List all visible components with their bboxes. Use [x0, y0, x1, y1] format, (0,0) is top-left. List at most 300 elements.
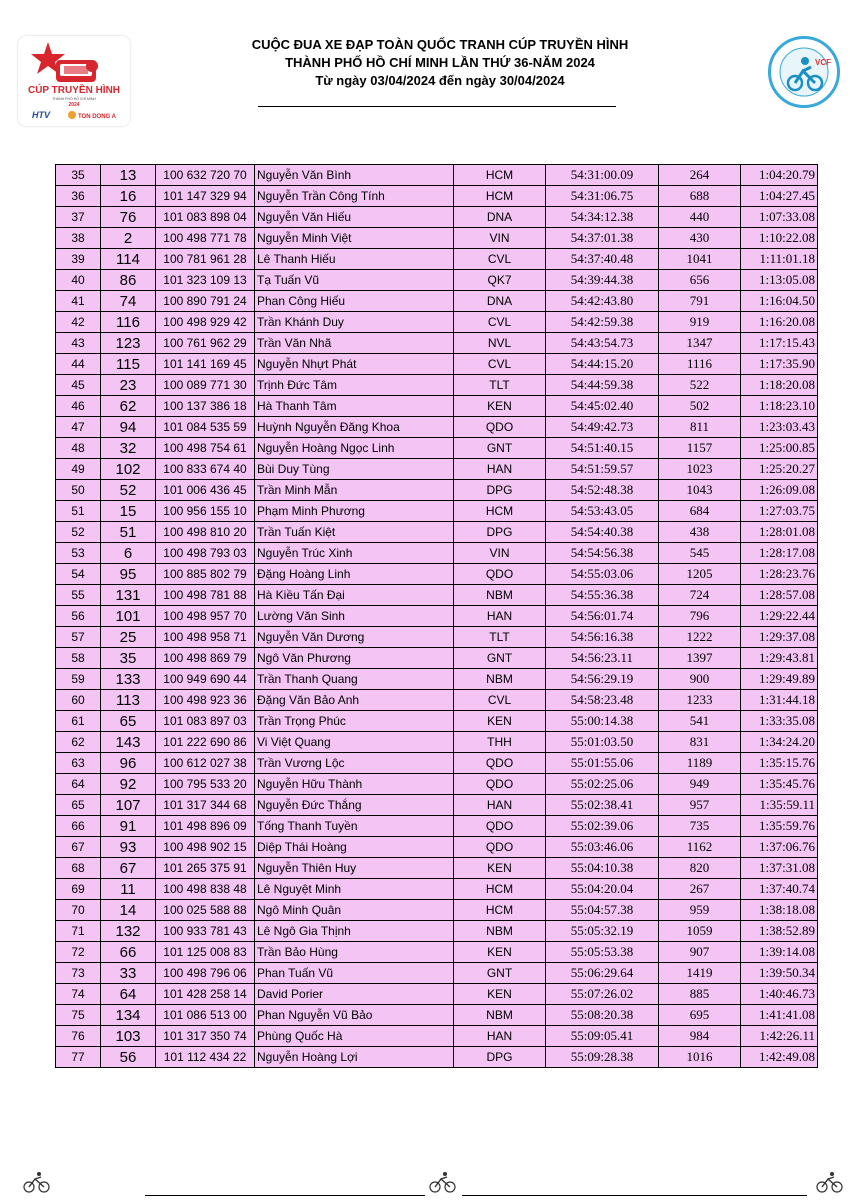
table-row [56, 291, 818, 312]
team-code-cell: GNT [454, 438, 546, 459]
total-time-cell: 54:58:23.48 [546, 690, 659, 711]
table-row [56, 606, 818, 627]
time-gap-cell: 1:07:33.08 [741, 207, 818, 228]
table-row [56, 774, 818, 795]
total-time-cell: 54:52:48.38 [546, 480, 659, 501]
vcf-logo [768, 36, 840, 108]
time-gap-cell: 1:28:01.08 [741, 522, 818, 543]
points-cell: 695 [659, 1005, 741, 1026]
vcf-emblem [771, 39, 837, 105]
points-cell: 267 [659, 879, 741, 900]
team-code-cell: KEN [454, 984, 546, 1005]
total-time-cell: 54:37:01.38 [546, 228, 659, 249]
points-cell: 735 [659, 816, 741, 837]
rank-cell: 60 [56, 690, 101, 711]
rank-cell: 41 [56, 291, 101, 312]
total-time-cell: 55:02:39.06 [546, 816, 659, 837]
team-code-cell: QK7 [454, 270, 546, 291]
rider-name-cell: Nguyễn Văn Dương [255, 627, 454, 648]
time-gap-cell: 1:37:40.74 [741, 879, 818, 900]
title-line-1: CUỘC ĐUA XE ĐẠP TOÀN QUỐC TRANH CÚP TRUYỀN HÌNH [251, 37, 629, 52]
rank-cell: 74 [56, 984, 101, 1005]
uci-id-cell: 101 317 344 68 [156, 795, 255, 816]
cup-truyen-hinh-logo [18, 36, 130, 126]
bib-cell: 32 [101, 438, 156, 459]
total-time-cell: 54:56:23.11 [546, 648, 659, 669]
rider-name-cell: Phan Nguyễn Vũ Bảo [255, 1005, 454, 1026]
uci-id-cell: 101 265 375 91 [156, 858, 255, 879]
rider-name-cell: Nguyễn Hoàng Ngọc Linh [255, 438, 454, 459]
total-time-cell: 54:37:40.48 [546, 249, 659, 270]
time-gap-cell: 1:35:59.76 [741, 816, 818, 837]
rider-name-cell: Tống Thanh Tuyền [255, 816, 454, 837]
time-gap-cell: 1:29:37.08 [741, 627, 818, 648]
total-time-cell: 54:31:00.09 [546, 165, 659, 186]
rank-cell: 77 [56, 1047, 101, 1068]
table-row [56, 648, 818, 669]
team-code-cell: VIN [454, 228, 546, 249]
rank-cell: 38 [56, 228, 101, 249]
total-time-cell: 54:56:16.38 [546, 627, 659, 648]
uci-id-cell: 101 006 436 45 [156, 480, 255, 501]
title-line-2: THÀNH PHỐ HỒ CHÍ MINH LẦN THỨ 36-NĂM 2024 [285, 55, 595, 70]
rank-cell: 72 [56, 942, 101, 963]
points-cell: 949 [659, 774, 741, 795]
rank-cell: 62 [56, 732, 101, 753]
uci-id-cell: 100 498 793 03 [156, 543, 255, 564]
team-code-cell: CVL [454, 312, 546, 333]
team-code-cell: HAN [454, 1026, 546, 1047]
uci-id-cell: 100 498 957 70 [156, 606, 255, 627]
rider-name-cell: Ngô Văn Phương [255, 648, 454, 669]
time-gap-cell: 1:34:24.20 [741, 732, 818, 753]
team-code-cell: KEN [454, 942, 546, 963]
time-gap-cell: 1:04:27.45 [741, 186, 818, 207]
uci-id-cell: 101 083 898 04 [156, 207, 255, 228]
time-gap-cell: 1:40:46.73 [741, 984, 818, 1005]
uci-id-cell: 100 498 923 36 [156, 690, 255, 711]
points-cell: 1043 [659, 480, 741, 501]
uci-id-cell: 100 933 781 43 [156, 921, 255, 942]
rank-cell: 57 [56, 627, 101, 648]
total-time-cell: 55:03:46.06 [546, 837, 659, 858]
uci-id-cell: 100 956 155 10 [156, 501, 255, 522]
rank-cell: 49 [56, 459, 101, 480]
bib-cell: 131 [101, 585, 156, 606]
bib-cell: 76 [101, 207, 156, 228]
table-row [56, 249, 818, 270]
bib-cell: 95 [101, 564, 156, 585]
points-cell: 684 [659, 501, 741, 522]
time-gap-cell: 1:41:41.08 [741, 1005, 818, 1026]
time-gap-cell: 1:37:06.76 [741, 837, 818, 858]
table-row [56, 438, 818, 459]
rank-cell: 48 [56, 438, 101, 459]
uci-id-cell: 100 795 533 20 [156, 774, 255, 795]
cup-truyen-hinh-emblem [18, 36, 130, 126]
team-code-cell: KEN [454, 858, 546, 879]
time-gap-cell: 1:13:05.08 [741, 270, 818, 291]
bib-cell: 103 [101, 1026, 156, 1047]
rank-cell: 36 [56, 186, 101, 207]
team-code-cell: DNA [454, 291, 546, 312]
team-code-cell: NBM [454, 669, 546, 690]
bib-cell: 25 [101, 627, 156, 648]
team-code-cell: HCM [454, 501, 546, 522]
bib-cell: 114 [101, 249, 156, 270]
table-row [56, 459, 818, 480]
title-divider [258, 106, 616, 107]
uci-id-cell: 100 612 027 38 [156, 753, 255, 774]
team-code-cell: HCM [454, 879, 546, 900]
bib-cell: 113 [101, 690, 156, 711]
points-cell: 919 [659, 312, 741, 333]
rank-cell: 46 [56, 396, 101, 417]
bib-cell: 133 [101, 669, 156, 690]
table-row [56, 900, 818, 921]
total-time-cell: 55:04:20.04 [546, 879, 659, 900]
table-row [56, 1026, 818, 1047]
time-gap-cell: 1:28:23.76 [741, 564, 818, 585]
cyclist-icon [428, 1170, 458, 1194]
bib-cell: 132 [101, 921, 156, 942]
time-gap-cell: 1:38:52.89 [741, 921, 818, 942]
table-row [56, 564, 818, 585]
table-row [56, 921, 818, 942]
points-cell: 264 [659, 165, 741, 186]
points-cell: 900 [659, 669, 741, 690]
total-time-cell: 54:56:01.74 [546, 606, 659, 627]
table-row [56, 186, 818, 207]
bib-cell: 16 [101, 186, 156, 207]
time-gap-cell: 1:17:35.90 [741, 354, 818, 375]
team-code-cell: HCM [454, 186, 546, 207]
team-code-cell: KEN [454, 711, 546, 732]
uci-id-cell: 100 025 588 88 [156, 900, 255, 921]
time-gap-cell: 1:29:22.44 [741, 606, 818, 627]
uci-id-cell: 100 833 674 40 [156, 459, 255, 480]
time-gap-cell: 1:33:35.08 [741, 711, 818, 732]
rank-cell: 39 [56, 249, 101, 270]
rank-cell: 75 [56, 1005, 101, 1026]
time-gap-cell: 1:31:44.18 [741, 690, 818, 711]
rider-name-cell: Nguyễn Nhựt Phát [255, 354, 454, 375]
table-row [56, 375, 818, 396]
rank-cell: 65 [56, 795, 101, 816]
points-cell: 885 [659, 984, 741, 1005]
uci-id-cell: 100 761 962 29 [156, 333, 255, 354]
rider-name-cell: Tạ Tuấn Vũ [255, 270, 454, 291]
total-time-cell: 55:09:05.41 [546, 1026, 659, 1047]
team-code-cell: GNT [454, 963, 546, 984]
time-gap-cell: 1:25:00.85 [741, 438, 818, 459]
rider-name-cell: Trần Bảo Hùng [255, 942, 454, 963]
uci-id-cell: 100 137 386 18 [156, 396, 255, 417]
uci-id-cell: 100 498 869 79 [156, 648, 255, 669]
team-code-cell: QDO [454, 837, 546, 858]
points-cell: 440 [659, 207, 741, 228]
team-code-cell: VIN [454, 543, 546, 564]
rider-name-cell: Nguyễn Hoàng Lợi [255, 1047, 454, 1068]
points-cell: 438 [659, 522, 741, 543]
total-time-cell: 54:55:03.06 [546, 564, 659, 585]
team-code-cell: KEN [454, 396, 546, 417]
rank-cell: 63 [56, 753, 101, 774]
rider-name-cell: Nguyễn Hữu Thành [255, 774, 454, 795]
team-code-cell: CVL [454, 354, 546, 375]
bib-cell: 67 [101, 858, 156, 879]
rank-cell: 42 [56, 312, 101, 333]
bib-cell: 107 [101, 795, 156, 816]
rider-name-cell: Trần Khánh Duy [255, 312, 454, 333]
uci-id-cell: 100 498 810 20 [156, 522, 255, 543]
rider-name-cell: Huỳnh Nguyễn Đăng Khoa [255, 417, 454, 438]
bib-cell: 56 [101, 1047, 156, 1068]
table-row [56, 732, 818, 753]
uci-id-cell: 100 781 961 28 [156, 249, 255, 270]
time-gap-cell: 1:39:14.08 [741, 942, 818, 963]
rank-cell: 53 [56, 543, 101, 564]
uci-id-cell: 100 890 791 24 [156, 291, 255, 312]
rank-cell: 68 [56, 858, 101, 879]
points-cell: 545 [659, 543, 741, 564]
bib-cell: 96 [101, 753, 156, 774]
points-cell: 1059 [659, 921, 741, 942]
rider-name-cell: David Porier [255, 984, 454, 1005]
team-code-cell: QDO [454, 774, 546, 795]
table-row [56, 396, 818, 417]
table-row [56, 228, 818, 249]
time-gap-cell: 1:23:03.43 [741, 417, 818, 438]
team-code-cell: HAN [454, 459, 546, 480]
bib-cell: 94 [101, 417, 156, 438]
table-row [56, 480, 818, 501]
rider-name-cell: Bùi Duy Tùng [255, 459, 454, 480]
time-gap-cell: 1:38:18.08 [741, 900, 818, 921]
rank-cell: 66 [56, 816, 101, 837]
table-row [56, 1005, 818, 1026]
points-cell: 984 [659, 1026, 741, 1047]
uci-id-cell: 101 083 897 03 [156, 711, 255, 732]
points-cell: 502 [659, 396, 741, 417]
time-gap-cell: 1:35:59.11 [741, 795, 818, 816]
uci-id-cell: 101 498 896 09 [156, 816, 255, 837]
team-code-cell: GNT [454, 648, 546, 669]
total-time-cell: 55:00:14.38 [546, 711, 659, 732]
points-cell: 688 [659, 186, 741, 207]
total-time-cell: 54:39:44.38 [546, 270, 659, 291]
total-time-cell: 55:01:55.06 [546, 753, 659, 774]
table-row [56, 417, 818, 438]
rider-name-cell: Phan Công Hiếu [255, 291, 454, 312]
rank-cell: 55 [56, 585, 101, 606]
table-row [56, 354, 818, 375]
rider-name-cell: Phan Tuấn Vũ [255, 963, 454, 984]
total-time-cell: 55:02:38.41 [546, 795, 659, 816]
bib-cell: 62 [101, 396, 156, 417]
uci-id-cell: 100 498 781 88 [156, 585, 255, 606]
uci-id-cell: 100 885 802 79 [156, 564, 255, 585]
points-cell: 1205 [659, 564, 741, 585]
bib-cell: 51 [101, 522, 156, 543]
points-cell: 430 [659, 228, 741, 249]
rank-cell: 71 [56, 921, 101, 942]
tondonga-logo-text: TON DONG A [78, 114, 117, 120]
bib-cell: 64 [101, 984, 156, 1005]
rank-cell: 35 [56, 165, 101, 186]
time-gap-cell: 1:37:31.08 [741, 858, 818, 879]
total-time-cell: 54:43:54.73 [546, 333, 659, 354]
team-code-cell: QDO [454, 816, 546, 837]
points-cell: 811 [659, 417, 741, 438]
team-code-cell: HAN [454, 795, 546, 816]
uci-id-cell: 100 498 796 06 [156, 963, 255, 984]
total-time-cell: 55:01:03.50 [546, 732, 659, 753]
time-gap-cell: 1:25:20.27 [741, 459, 818, 480]
time-gap-cell: 1:29:49.89 [741, 669, 818, 690]
total-time-cell: 54:51:40.15 [546, 438, 659, 459]
time-gap-cell: 1:16:20.08 [741, 312, 818, 333]
uci-id-cell: 100 089 771 30 [156, 375, 255, 396]
table-row [56, 984, 818, 1005]
team-code-cell: CVL [454, 690, 546, 711]
total-time-cell: 55:06:29.64 [546, 963, 659, 984]
uci-id-cell: 100 498 754 61 [156, 438, 255, 459]
footer-rule-left [145, 1195, 425, 1196]
results-table-body [56, 165, 818, 1068]
points-cell: 1016 [659, 1047, 741, 1068]
uci-id-cell: 100 498 838 48 [156, 879, 255, 900]
table-row [56, 816, 818, 837]
rider-name-cell: Trần Thanh Quang [255, 669, 454, 690]
bib-cell: 123 [101, 333, 156, 354]
rank-cell: 40 [56, 270, 101, 291]
rank-cell: 51 [56, 501, 101, 522]
total-time-cell: 54:44:59.38 [546, 375, 659, 396]
htv-logo-text: HTV [32, 110, 50, 120]
uci-id-cell: 100 949 690 44 [156, 669, 255, 690]
time-gap-cell: 1:17:15.43 [741, 333, 818, 354]
uci-id-cell: 100 498 902 15 [156, 837, 255, 858]
table-row [56, 858, 818, 879]
points-cell: 1222 [659, 627, 741, 648]
time-gap-cell: 1:10:22.08 [741, 228, 818, 249]
total-time-cell: 55:05:32.19 [546, 921, 659, 942]
uci-id-cell: 101 317 350 74 [156, 1026, 255, 1047]
time-gap-cell: 1:29:43.81 [741, 648, 818, 669]
bib-cell: 15 [101, 501, 156, 522]
table-row [56, 879, 818, 900]
rider-name-cell: Lê Nguyệt Minh [255, 879, 454, 900]
bib-cell: 6 [101, 543, 156, 564]
team-code-cell: THH [454, 732, 546, 753]
time-gap-cell: 1:27:03.75 [741, 501, 818, 522]
team-code-cell: HCM [454, 900, 546, 921]
table-row [56, 711, 818, 732]
time-gap-cell: 1:16:04.50 [741, 291, 818, 312]
team-code-cell: HCM [454, 165, 546, 186]
rider-name-cell: Nguyễn Văn Hiếu [255, 207, 454, 228]
team-code-cell: QDO [454, 564, 546, 585]
rank-cell: 45 [56, 375, 101, 396]
time-gap-cell: 1:39:50.34 [741, 963, 818, 984]
vcf-abbr: VCF [815, 58, 831, 67]
team-code-cell: HAN [454, 606, 546, 627]
table-row [56, 312, 818, 333]
rank-cell: 44 [56, 354, 101, 375]
uci-id-cell: 100 498 929 42 [156, 312, 255, 333]
bib-cell: 143 [101, 732, 156, 753]
rank-cell: 47 [56, 417, 101, 438]
rider-name-cell: Đặng Văn Bảo Anh [255, 690, 454, 711]
table-row [56, 165, 818, 186]
bib-cell: 134 [101, 1005, 156, 1026]
total-time-cell: 54:42:59.38 [546, 312, 659, 333]
points-cell: 1419 [659, 963, 741, 984]
uci-id-cell: 101 086 513 00 [156, 1005, 255, 1026]
table-row [56, 627, 818, 648]
logo-subtitle: THÀNH PHỐ HỒ CHÍ MINH [52, 97, 96, 101]
bib-cell: 86 [101, 270, 156, 291]
bib-cell: 2 [101, 228, 156, 249]
bib-cell: 102 [101, 459, 156, 480]
bib-cell: 93 [101, 837, 156, 858]
rank-cell: 52 [56, 522, 101, 543]
points-cell: 831 [659, 732, 741, 753]
total-time-cell: 55:07:26.02 [546, 984, 659, 1005]
time-gap-cell: 1:18:23.10 [741, 396, 818, 417]
points-cell: 907 [659, 942, 741, 963]
total-time-cell: 54:56:29.19 [546, 669, 659, 690]
rider-name-cell: Hà Thanh Tâm [255, 396, 454, 417]
total-time-cell: 54:54:56.38 [546, 543, 659, 564]
rider-name-cell: Trần Tuấn Kiệt [255, 522, 454, 543]
time-gap-cell: 1:04:20.79 [741, 165, 818, 186]
uci-id-cell: 101 141 169 45 [156, 354, 255, 375]
team-code-cell: CVL [454, 249, 546, 270]
points-cell: 656 [659, 270, 741, 291]
time-gap-cell: 1:35:15.76 [741, 753, 818, 774]
total-time-cell: 54:49:42.73 [546, 417, 659, 438]
rider-name-cell: Diệp Thái Hoàng [255, 837, 454, 858]
bib-cell: 52 [101, 480, 156, 501]
rider-name-cell: Trần Trọng Phúc [255, 711, 454, 732]
total-time-cell: 55:08:20.38 [546, 1005, 659, 1026]
rider-name-cell: Trịnh Đức Tâm [255, 375, 454, 396]
rider-name-cell: Lường Văn Sinh [255, 606, 454, 627]
table-row [56, 207, 818, 228]
rank-cell: 59 [56, 669, 101, 690]
team-code-cell: NBM [454, 921, 546, 942]
points-cell: 724 [659, 585, 741, 606]
rank-cell: 61 [56, 711, 101, 732]
team-code-cell: DPG [454, 522, 546, 543]
points-cell: 820 [659, 858, 741, 879]
bib-cell: 35 [101, 648, 156, 669]
bib-cell: 116 [101, 312, 156, 333]
date-range: Từ ngày 03/04/2024 đến ngày 30/04/2024 [315, 73, 565, 88]
rank-cell: 50 [56, 480, 101, 501]
points-cell: 791 [659, 291, 741, 312]
points-cell: 1347 [659, 333, 741, 354]
total-time-cell: 54:53:43.05 [546, 501, 659, 522]
rank-cell: 54 [56, 564, 101, 585]
bib-cell: 14 [101, 900, 156, 921]
team-code-cell: DPG [454, 1047, 546, 1068]
results-table [55, 164, 818, 1068]
total-time-cell: 54:55:36.38 [546, 585, 659, 606]
total-time-cell: 54:34:12.38 [546, 207, 659, 228]
